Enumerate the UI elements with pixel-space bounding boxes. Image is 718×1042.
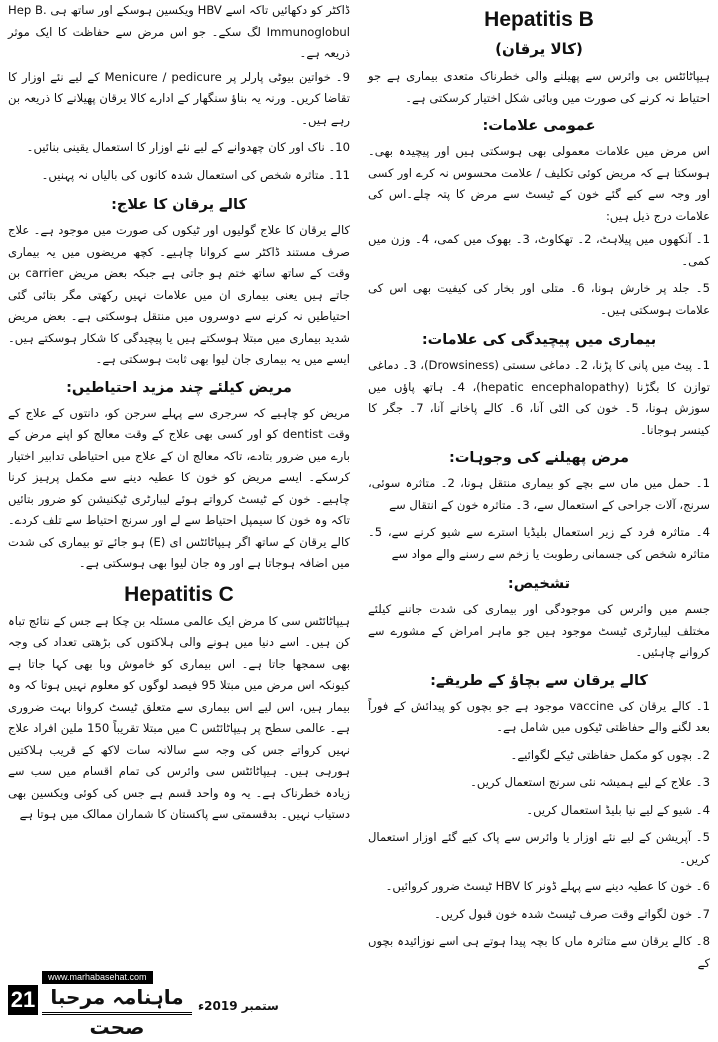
list-item: 8۔ کالے یرقان سے متاثرہ ماں کا بچہ پیدا ہوتے ہی اسے نوزائیدہ بچوں کے (368, 934, 710, 970)
complications-heading: بیماری میں پیچیدگی کی علامات: (421, 332, 657, 348)
spread-heading: مرض پھیلنے کی وجوہات: (449, 450, 629, 466)
list-item: 7۔ خون لگواتے وقت صرف ٹیسٹ شدہ خون قبول کریں۔ (434, 906, 710, 921)
diagnosis-heading: تشخیص: (507, 576, 571, 592)
treatment-heading: کالے یرقان کا علاج: (111, 197, 247, 213)
page-footer (8, 971, 308, 1039)
symptoms-text: اس مرض میں علامات معمولی بھی ہوسکتی ہیں اور پیچیدہ بھی۔ ہوسکتا ہے کہ مریض کوئی تکلیف / علامت محسوس نہ کرے اور کسی اور وجہ سے کیے گئے خون کے ٹیسٹ سے مرض کا پتہ چلے۔اس کی علامات درج ذیل ہیں: (368, 144, 710, 223)
right-column (368, 0, 710, 980)
list-item: 4۔ متاثرہ فرد کے زیر استعمال بلیڈیا استرے سے شیو کرنے سے، 5۔ متاثرہ شخص کی جسمانی رطوبت یا زخم سے رسنے والے مواد سے (368, 525, 710, 561)
list-item: 2۔ بچوں کو مکمل حفاظتی ٹیکے لگوائیے۔ (510, 747, 710, 762)
continuation-text: ڈاکٹر کو دکھائیں تاکہ اسے HBV ویکسین ہوسکے اور ساتھ ہی Hep B. Immunoglobul لگ سکے۔ جو اس مرض سے حفاظت کا ایک موثر ذریعہ ہے۔ (8, 3, 350, 60)
list-item: 10۔ ناک اور کان چھدوانے کے لیے نئے اوزار کا استعمال یقینی بنائیں۔ (26, 140, 350, 154)
list-item: 5۔ جلد پر خارش ہونا، 6۔ متلی اور بخار کی کیفیت بھی اس کی علامات ہوسکتی ہیں۔ (368, 281, 710, 317)
precautions-text: مریض کو چاہیے کہ سرجری سے پہلے سرجن کو، دانتوں کے علاج کے وقت dentist کو اور کسی بھی علاج کے وقت معالج کو اپنے مرض کے بارے میں ضرور بتادے، تاکہ معالج ان کے علاج میں احتیاطی تدابیر اختیار کرسکے۔ ایسے مریض کو خون کا عطیہ دینے سے مکمل پرہیز کرنا چاہیے۔ خون کے ٹیسٹ کرواتے ہوئے لیبارٹری ٹیکنیشن کو ضرور بتائیں تاکہ وہ خون کا سیمپل احتیاط سے لے اور سرنج احتیاط سے تلف کردے۔ کالے یرقان کے ساتھ اگر ہیپاٹائٹس ای (E) ہو جائے تو بیماری کی شدت میں اضافہ ہوجاتا ہے اور وہ جان لیوا بھی ہوسکتی ہے۔ (8, 405, 350, 570)
symptoms-list (368, 229, 710, 321)
prevention-list (368, 696, 710, 975)
list-item: 6۔ خون کا عطیہ دینے سے پہلے ڈونر کا HBV ٹیسٹ ضرور کروائیں۔ (385, 879, 710, 893)
spread-list (368, 473, 710, 565)
list-item: 3۔ علاج کے لیے ہمیشہ نئی سرنج استعمال کریں۔ (470, 775, 710, 789)
magazine-logo: ماہنامہ مرحبا صحت (42, 982, 192, 1015)
left-column (8, 0, 350, 828)
website-url: www.marhabasehat.com (42, 971, 153, 984)
prevention-heading: کالے یرقان سے بچاؤ کے طریقے: (430, 672, 648, 689)
page-number: 21 (8, 985, 38, 1015)
list-item: 5۔ آپریشن کے لیے نئے اوزار یا وائرس سے پاک کیے گئے اوزار استعمال کریں۔ (368, 830, 710, 866)
hepatitis-b-title: Hepatitis B (484, 8, 594, 31)
hepatitis-c-title: Hepatitis C (124, 582, 234, 606)
symptoms-heading: عمومی علامات: (482, 118, 596, 134)
continuation-list (8, 67, 350, 187)
list-item: 1۔ کالے یرقان کی vaccine موجود ہے جو بچوں کو پیدائش کے فوراً بعد لگنے والے حفاظتی ٹیکوں میں شامل ہے۔ (368, 698, 711, 734)
hepatitis-c-text: ہیپاٹائٹس سی کا مرض ایک عالمی مسئلہ بن چکا ہے جس کے نتائج تباہ کن ہیں۔ اسے دنیا میں ہونے والی ہلاکتوں کی بڑھتی تعداد کی وجہ بھی سمجھا جاتا ہے۔ اس بیماری کو خاموش وبا بھی کہا جاتا ہے کیونکہ اس مرض میں مبتلا 95 فیصد لوگوں کو معلوم نہیں ہوتا کہ وہ بیمار ہیں، اس لیے اس بیماری سے متعلق ٹیسٹ کروانا بہت ضروری ہے۔ عالمی سطح پر ہیپاٹائٹس C میں مبتلا تقریباً 150 ملین افراد علاج نہیں کرواتے جس کی وجہ سے سالانہ سات لاکھ کے قریب ہلاکتیں ہورہی ہیں۔ ہیپاٹائٹس سی وائرس کی تمام اقسام میں سب سے زیادہ خطرناک ہے۔ یہ وہ واحد قسم ہے جس کی کوئی ویکسین بھی دستیاب نہیں۔ بدقسمتی سے پاکستان کا شماران ممالک میں ہوتا ہے (8, 613, 351, 821)
complications-text: 1۔ پیٹ میں پانی کا پڑنا، 2۔ دماغی سستی (Drowsiness)، 3۔ دماغی توازن کا بگڑنا (hepatic encephalopathy)، 4۔ ہاتھ پاؤں میں سوزش ہونا، 5۔ خون کی الٹی آنا، 6۔ کالے پاخانے آنا، 7۔ جگر کا کینسر ہوجانا۔ (368, 358, 711, 437)
list-item: 4۔ شیو کے لیے نیا بلیڈ استعمال کریں۔ (526, 802, 710, 817)
precautions-heading: مریض کیلئے چند مزید احتیاطیں: (66, 379, 292, 396)
treatment-text: کالے یرقان کا علاج گولیوں اور ٹیکوں کی صورت میں موجود ہے۔ علاج صرف مستند ڈاکٹر سے کروانا چاہیے۔ کچھ مریضوں میں یہ بیماری وقت کے ساتھ ساتھ ختم ہو جاتی ہے جبکہ بعض مریض carrier بن جاتے ہیں یعنی بیماری ان میں علامات نہیں رکھتی مگر بتائی گئی احتیاطیں نہ کرنے سے دوسروں میں منتقل ہوسکتی ہے۔ بعض مریض شدید بیماری میں مبتلا ہوسکتے ہیں یا پیچیدگی کا شکار ہوسکتے ہیں۔ ایسے میں یہ بیماری جان لیوا بھی ثابت ہوسکتی ہے۔ (8, 223, 350, 366)
list-item: 9۔ خواتین بیوٹی پارلر پر Menicure / pedicure کے لیے نئے اوزار کا تقاضا کریں۔ ورنہ یہ بناؤ سنگھار کے ادارے کالا یرقان پھیلانے کا ذریعہ بن رہے ہیں۔ (8, 69, 350, 127)
hepatitis-b-intro: ہیپاٹائٹس بی وائرس سے پھیلنے والی خطرناک متعدی بیماری ہے جو احتیاط نہ کرنے کی صورت میں وبائی شکل اختیار کرسکتی ہے۔ (368, 69, 710, 105)
list-item: 1۔ حمل میں ماں سے بچے کو بیماری منتقل ہونا، 2۔ متاثرہ سوئی، سرنج، آلات جراحی کے استعمال سے، 3۔ متاثرہ خون کے انتقال سے (368, 476, 710, 512)
diagnosis-text: جسم میں وائرس کی موجودگی اور بیماری کی شدت جاننے کیلئے مختلف لیبارٹری ٹیسٹ موجود ہیں جو ماہر امراض کے مشورے سے کروانے چاہئیں۔ (368, 602, 710, 659)
hepatitis-b-subtitle: (کالا یرقان) (495, 40, 583, 58)
list-item: 11۔ متاثرہ شخص کی استعمال شدہ کانوں کی بالیاں نہ پہنیں۔ (41, 167, 350, 182)
issue-date: ستمبر 2019ء (198, 999, 279, 1013)
list-item: 1۔ آنکھوں میں پیلاہٹ، 2۔ تھکاوٹ، 3۔ بھوک میں کمی، 4۔ وزن میں کمی۔ (368, 232, 710, 268)
